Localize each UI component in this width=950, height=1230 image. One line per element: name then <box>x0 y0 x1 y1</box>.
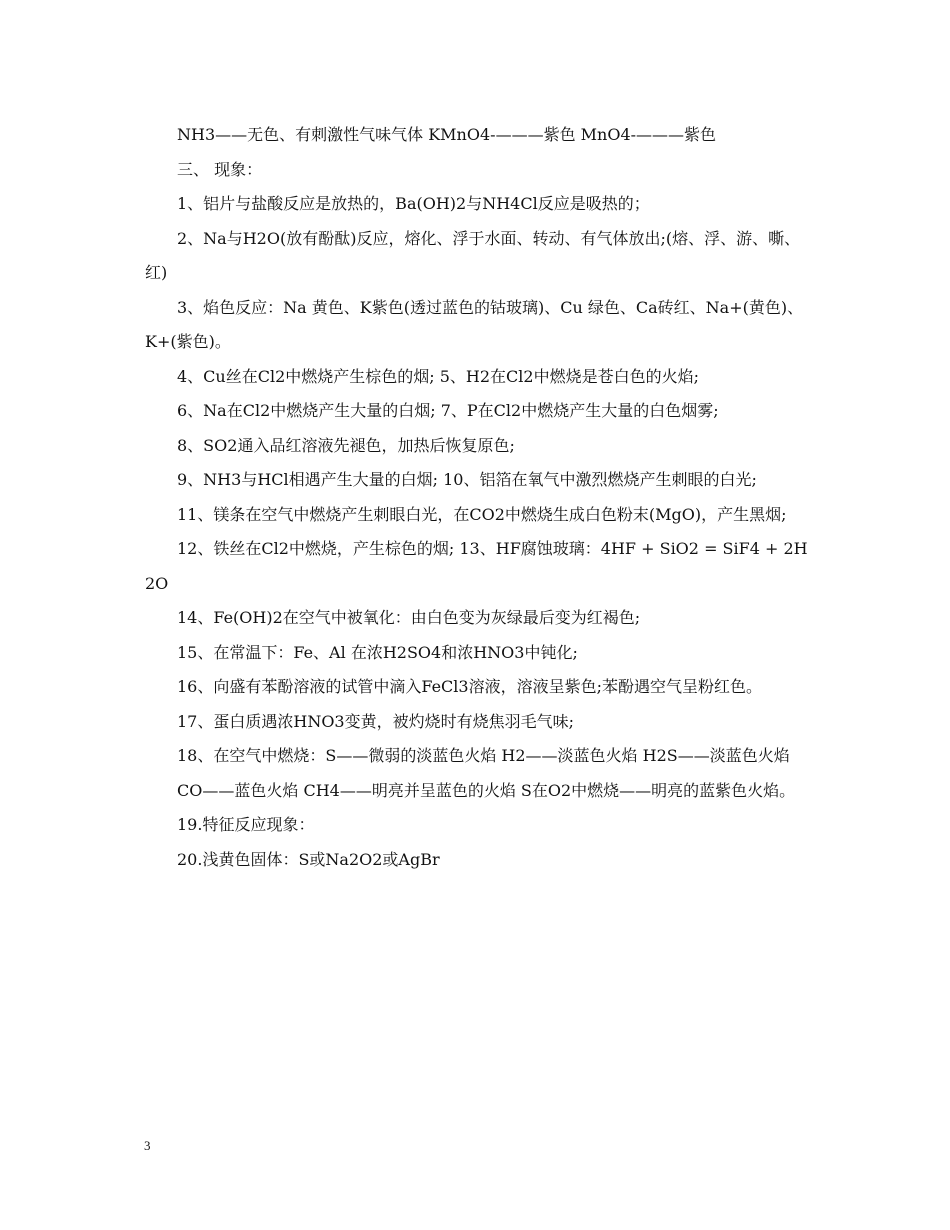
section-heading: 三、 现象： <box>177 159 263 179</box>
paragraph: 11、镁条在空气中燃烧产生刺眼白光，在CO2中燃烧生成白色粉末(MgO)，产生黑烟; <box>177 504 787 524</box>
paragraph: 8、SO2通入品红溶液先褪色，加热后恢复原色; <box>177 435 515 455</box>
page-number: 3 <box>144 1138 151 1153</box>
paragraph: 20.浅黄色固体：S或Na2O2或AgBr <box>177 849 440 869</box>
paragraph: 18、在空气中燃烧：S——微弱的淡蓝色火焰 H2——淡蓝色火焰 H2S——淡蓝色火焰 <box>177 746 790 765</box>
paragraph: 14、Fe(OH)2在空气中被氧化：由白色变为灰绿最后变为红褐色; <box>177 608 641 627</box>
document-body <box>145 118 810 877</box>
paragraph: 16、向盛有苯酚溶液的试管中滴入FeCl3溶液，溶液呈紫色;苯酚遇空气呈粉红色。 <box>177 677 762 696</box>
paragraph: 9、NH3与HCl相遇产生大量的白烟; 10、铝箔在氧气中激烈燃烧产生刺眼的白光; <box>177 470 757 489</box>
paragraph: 1、铝片与盐酸反应是放热的，Ba(OH)2与NH4Cl反应是吸热的； <box>177 194 650 213</box>
paragraph: 6、Na在Cl2中燃烧产生大量的白烟; 7、P在Cl2中燃烧产生大量的白色烟雾; <box>177 401 719 420</box>
paragraph: 3、焰色反应：Na 黄色、K紫色(透过蓝色的钴玻璃)、Cu 绿色、Ca砖红、Na+(黄色)、K+(紫色)。 <box>145 297 804 351</box>
paragraph: 15、在常温下：Fe、Al 在浓H2SO4和浓HNO3中钝化; <box>177 642 578 662</box>
paragraph: 19.特征反应现象： <box>177 815 315 834</box>
paragraph: CO——蓝色火焰 CH4——明亮并呈蓝色的火焰 S在O2中燃烧——明亮的蓝紫色火焰。 <box>177 780 796 800</box>
paragraph: 17、蛋白质遇浓HNO3变黄，被灼烧时有烧焦羽毛气味; <box>177 711 575 731</box>
paragraph: 2、Na与H2O(放有酚酞)反应，熔化、浮于水面、转动、有气体放出;(熔、浮、游、嘶、红) <box>145 228 801 282</box>
paragraph: 12、铁丝在Cl2中燃烧，产生棕色的烟; 13、HF腐蚀玻璃：4HF + SiO2 = SiF4 + 2H2O <box>145 539 808 593</box>
paragraph: NH3——无色、有刺激性气味气体 KMnO4-———紫色 MnO4-———紫色 <box>177 125 717 144</box>
paragraph: 4、Cu丝在Cl2中燃烧产生棕色的烟; 5、H2在Cl2中燃烧是苍白色的火焰; <box>177 366 699 386</box>
